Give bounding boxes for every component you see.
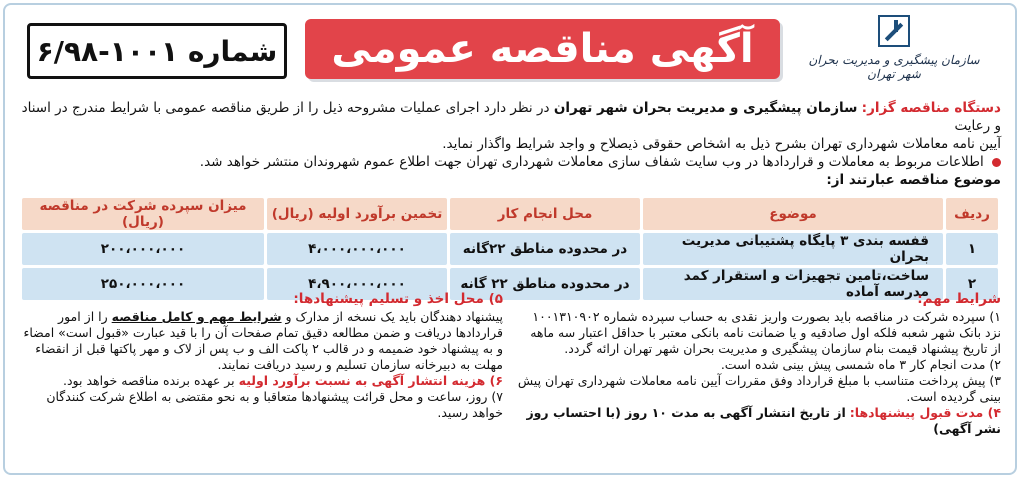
header-location: محل انجام کار [450,198,640,230]
intro-line-3: اطلاعات مربوط به معاملات و قراردادها در وب سایت شفاف سازی معاملات شهرداری تهران جهت اطلاع عموم شهروندان منتشر خواهد شد. [21,153,1001,171]
condition-4-text: از تاریخ انتشار آگهی به مدت ۱۰ روز (با احتساب روز نشر آگهی) [526,405,1001,436]
header-deposit: میزان سپرده شرکت در مناقصه (ریال) [22,198,264,230]
bullet-icon [992,158,1001,167]
tenderer-label: دستگاه مناقصه گزار: [861,100,1001,116]
condition-4-label: ۴) مدت قبول پیشنهادها: [849,405,1001,420]
conditions-column [517,291,1001,437]
intro-text [21,99,1001,189]
row-estimate: ۴،۰۰۰،۰۰۰،۰۰۰ [267,233,447,265]
row-estimate: ۴،۹۰۰،۰۰۰،۰۰۰ [267,268,447,300]
tender-notice [3,3,1017,475]
condition-2: ۲) مدت انجام کار ۳ ماه شمسی پیش بینی شده است. [720,357,1001,372]
delivery-text: پیشنهاد دهندگان باید یک نسخه از مدارک و شرایط مهم و کامل مناقصه را از امور قراردادها دریافت و ضمن مطالعه دقیق تمام صفحات آن را با قید عبارت «قبول است» امضاء و به پیشنهاد خود ضمیمه و در قالب ۲ پاکت الف و ب پس از لاک و مهر پاکتها قبل از انقضاء مهلت به دبیرخانه سازمان تسلیم و رسید دریافت نمایند. [23,309,503,372]
delivery-title: ۵) محل اخذ و تسلیم پیشنهادها: [293,291,503,307]
row-deposit: ۲۵۰،۰۰۰،۰۰۰ [22,268,264,300]
condition-6-label: ۶) هزینه انتشار آگهی به نسبت برآورد اولیه [238,373,503,388]
logo-org-name: سازمان پیشگیری و مدیریت بحران شهر تهران [808,53,980,81]
row-subject: ساخت،تامین تجهیزات و استقرار کمد مدرسه آماده [643,268,943,300]
key-conditions-phrase: شرایط مهم و کامل مناقصه [111,309,282,324]
header-estimate: تخمین برآورد اولیه (ریال) [267,198,447,230]
notice-title: آگهی مناقصه عمومی [331,26,754,72]
condition-1: ۱) سپرده شرکت در مناقصه باید بصورت واریز نقدی به حساب سپرده شماره ۱۰۰۱۳۱۰۹۰۲ نزد بانک شهر شعبه فلکه اول صادقیه و یا ضمانت نامه بانکی معتبر با حداقل اعتبار سه ماهه از تاریخ پیشنهاد قیمت بنام سازمان پیشگیری و مدیریت بحران شهر تهران ارائه گردد. [530,309,1001,356]
logo-icon [878,15,910,47]
row-subject: قفسه بندی ۳ پایگاه پشتیبانی مدیریت بحران [643,233,943,265]
organization-logo [799,15,989,87]
table-header-row [22,198,998,230]
header-row-index: ردیف [946,198,998,230]
condition-7: ۷) روز، ساعت و محل قرائت پیشنهادها متعاقبا و به نحو مقتضی به اطلاع شرکت کنندگان خواهد رسید. [46,389,503,420]
row-location: در محدوده مناطق ۲۲ گانه [450,268,640,300]
tenderer-org: سازمان پیشگیری و مدیریت بحران شهر تهران [553,100,858,116]
notice-body-columns [19,291,1001,471]
row-location: در محدوده مناطق ۲۲گانه [450,233,640,265]
notice-title-box [305,19,780,79]
row-index: ۲ [946,268,998,300]
condition-3: ۳) پیش پرداخت متناسب با مبلغ قرارداد وفق مقررات آیین نامه معاملات شهرداری تهران پیش بینی گردیده است. [517,373,1001,404]
conditions-title: شرایط مهم: [917,291,1001,307]
intro-line-1-rest: در نظر دارد اجرای عملیات مشروحه ذیل را از طریق مناقصه عمومی با شرایط مندرج در اسناد و رعایت [21,100,1001,134]
notice-header [5,5,1015,91]
intro-line-1 [21,99,1001,135]
condition-6-text: بر عهده برنده مناقصه خواهد بود. [63,373,235,388]
condition-6 [19,373,503,389]
delivery-column [19,291,503,421]
tender-table [19,195,1001,303]
intro-line-2: آیین نامه معاملات شهرداری تهران بشرح ذیل به اشخاص حقوقی ذیصلاح و واجد شرایط واگذار نماید. [442,136,1001,152]
notice-number-box [27,23,287,79]
intro-line-4: موضوع مناقصه عبارتند از: [826,172,1001,188]
header-subject: موضوع [643,198,943,230]
notice-number: شماره ۱۰۰۱-۶/۹۸ [36,34,278,68]
table-row [22,233,998,265]
row-index: ۱ [946,233,998,265]
condition-4 [517,405,1001,437]
row-deposit: ۲۰۰،۰۰۰،۰۰۰ [22,233,264,265]
